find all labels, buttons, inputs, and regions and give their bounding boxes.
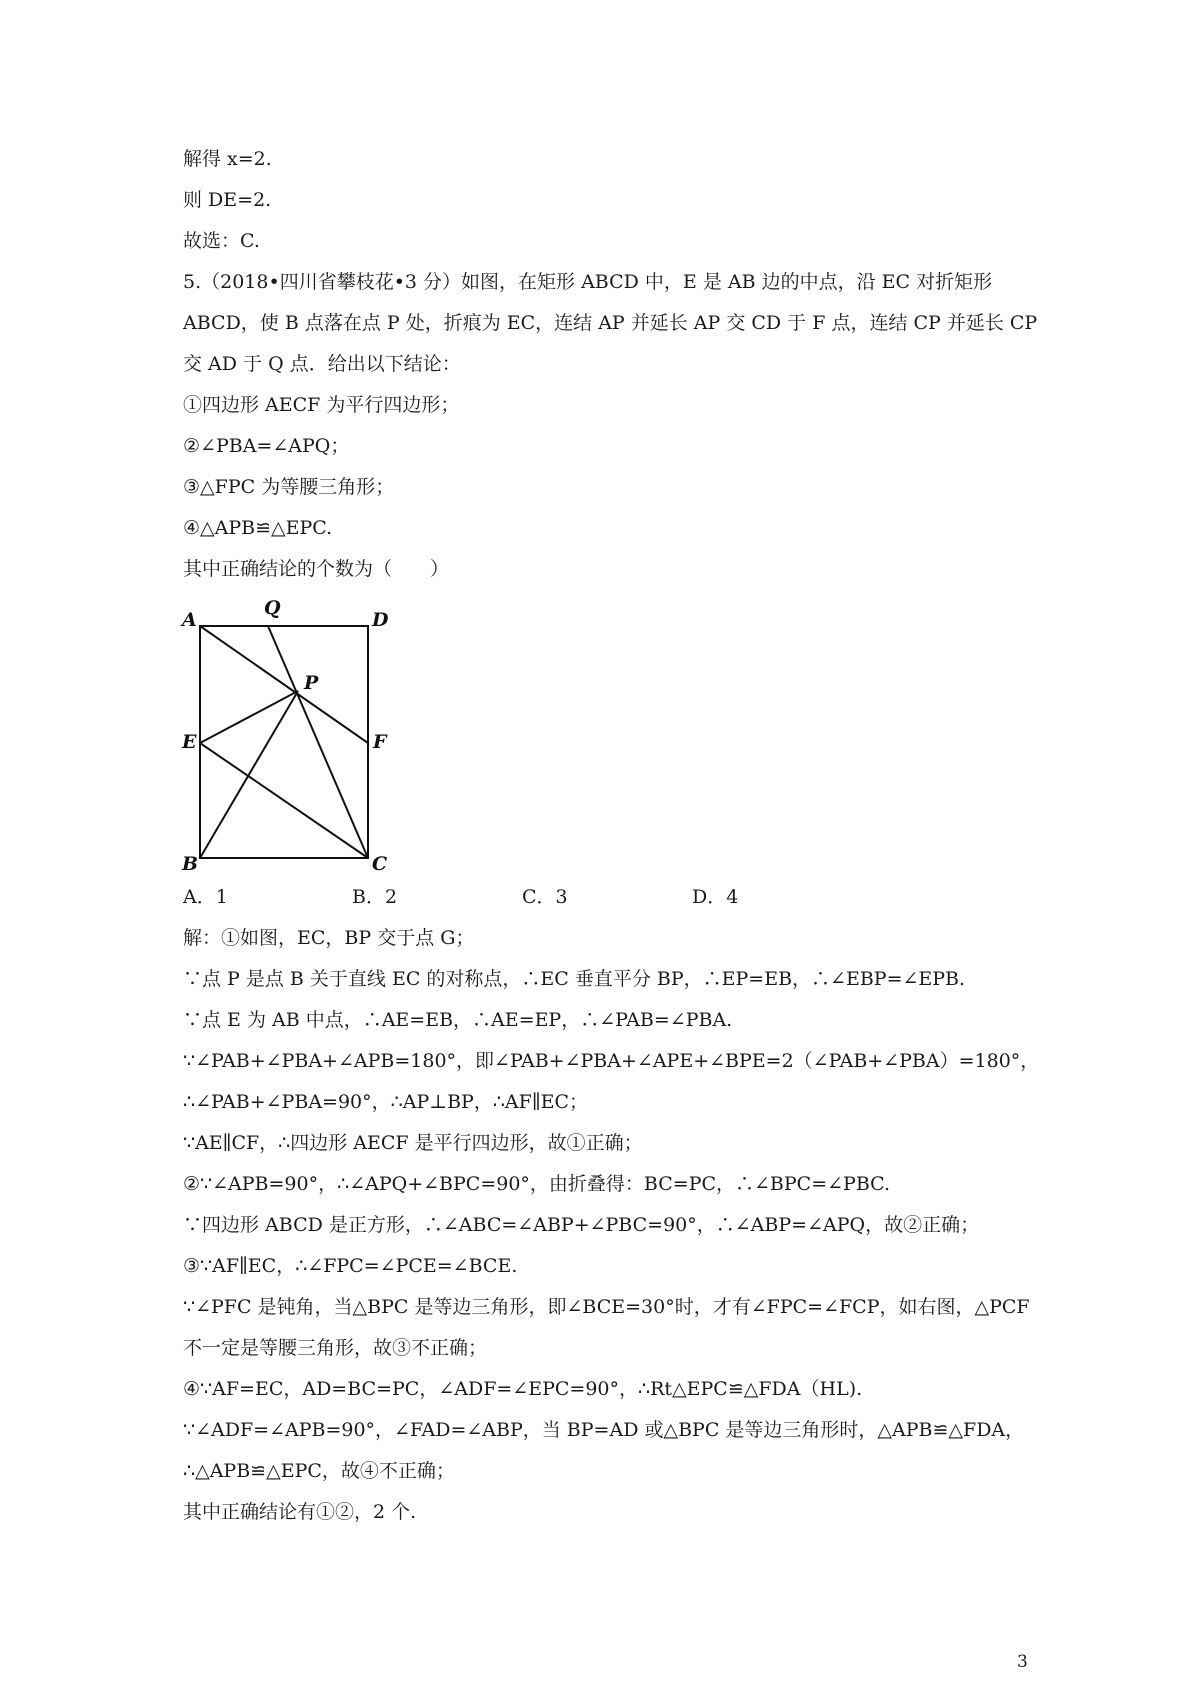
option-d: D．4 [692,886,739,908]
solution-line: ∵四边形 ABCD 是正方形，∴∠ABC=∠ABP+∠PBC=90°，∴∠ABP=∠APQ，故②正确； [183,1214,980,1236]
label-p: P [304,672,319,694]
label-b: B [182,853,199,875]
page-number: 3 [1017,1652,1028,1672]
question-line: ABCD，使 B 点落在点 P 处，折痕为 EC，连结 AP 并延长 AP 交 CD 于 F 点，连结 CP 并延长 CP [183,312,1038,334]
question-prompt: 其中正确结论的个数为（ ） [183,558,450,580]
solution-line: ∵点 E 为 AB 中点，∴AE=EB，∴AE=EP，∴∠PAB=∠PBA. [183,1009,733,1031]
conclusion-1: ①四边形 AECF 为平行四边形； [183,394,460,416]
geometry-figure [170,588,410,878]
option-c: C．3 [522,886,568,908]
solution-line: ∴∠PAB+∠PBA=90°，∴AP⊥BP，∴AF∥EC； [183,1091,589,1113]
label-d: D [372,609,389,631]
conclusion-3: ③△FPC 为等腰三角形； [183,476,395,498]
solution-line: ∵∠PAB+∠PBA+∠APB=180°，即∠PAB+∠PBA+∠APE+∠BPE=2（∠PAB+∠PBA）=180°， [183,1050,1040,1072]
question-line: 5.（2018•四川省攀枝花•3 分）如图，在矩形 ABCD 中，E 是 AB 边的中点，沿 EC 对折矩形 [183,271,993,293]
label-a: A [182,609,197,631]
text-line: 解得 x=2. [183,148,272,170]
text-line: 则 DE=2. [183,189,272,211]
solution-line: ∵点 P 是点 B 关于直线 EC 的对称点，∴EC 垂直平分 BP，∴EP=EB，∴∠EBP=∠EPB. [183,968,966,990]
solution-line: 不一定是等腰三角形，故③不正确； [183,1337,488,1359]
conclusion-4: ④△APB≌△EPC. [183,517,333,539]
solution-line: ∵∠PFC 是钝角，当△BPC 是等边三角形，即∠BCE=30°时，才有∠FPC=∠FCP，如右图，△PCF [183,1296,1030,1318]
label-f: F [373,731,387,753]
option-b: B．2 [352,886,398,908]
label-q: Q [264,597,281,619]
label-e: E [182,731,197,753]
solution-line: ∴△APB≌△EPC，故④不正确； [183,1460,455,1482]
solution-line: ④∵AF=EC，AD=BC=PC，∠ADF=∠EPC=90°，∴Rt△EPC≌△FDA（HL). [183,1378,863,1400]
text-line: 故选：C. [183,230,260,252]
solution-conclusion: 其中正确结论有①②，2 个. [183,1501,417,1523]
conclusion-2: ②∠PBA=∠APQ； [183,435,350,457]
label-c: C [372,853,388,875]
segment-af [200,626,368,743]
solution-line: ∵∠ADF=∠APB=90°，∠FAD=∠ABP，当 BP=AD 或△BPC 是等边三角形时，△APB≌△FDA， [183,1419,1025,1441]
solution-line: ③∵AF∥EC，∴∠FPC=∠PCE=∠BCE. [183,1255,518,1277]
solution-line: ∵AE∥CF，∴四边形 AECF 是平行四边形，故①正确； [183,1132,643,1154]
solution-line: ②∵∠APB=90°，∴∠APQ+∠BPC=90°，由折叠得：BC=PC，∴∠BPC=∠PBC. [183,1173,891,1195]
option-a: A．1 [183,886,228,908]
question-line: 交 AD 于 Q 点．给出以下结论： [183,353,461,375]
solution-line: 解：①如图，EC，BP 交于点 G； [183,927,475,949]
